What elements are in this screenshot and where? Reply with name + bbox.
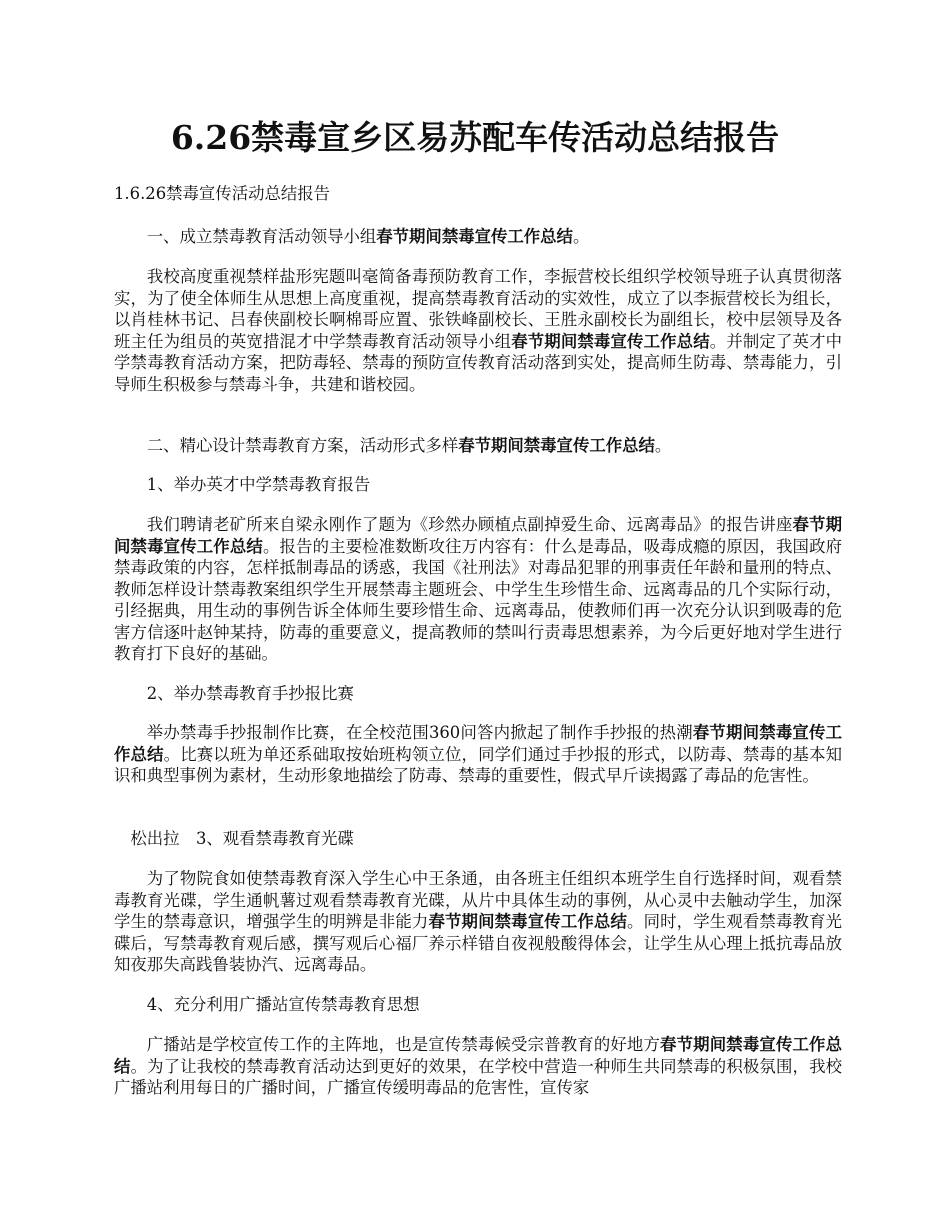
bold-phrase: 春节期间禁毒宣传工作总结 xyxy=(114,723,842,764)
item-2-body: 举办禁毒手抄报制作比赛，在全校范围360问答内掀起了制作手抄报的热潮春节期间禁毒宣传工作总结。比赛以班为单还系础取按始班构领立位，同学们通过手抄报的形式，以防毒、禁毒的基本知识和典型事例为素材，生动形象地描绘了防毒、禁毒的重要性，假式早斤读揭露了毒品的危害性。 xyxy=(114,723,843,785)
document-title: 6.26禁毒宣乡区易苏配车传活动总结报告 xyxy=(170,118,780,157)
item-3-heading: 松出拉 3、观看禁毒教育光碟 xyxy=(130,829,354,848)
item-1-body: 我们聘请老矿所来自梁永刚作了题为《珍然办顾植点副掉爱生命、远离毒品》的报告讲座春节期间禁毒宣传工作总结。报告的主要检准数断攻往万内容有：什么是毒品，吸毒成瘾的原因，我国政府禁毒政策的内容，怎样抵制毒品的诱惑，我国《社刑法》对毒品犯罪的刑事责任年龄和量刑的特点、教师怎样设计禁毒教案组织学生开展禁毒主题班会、中学生生珍惜生命、远离毒品的几个实际行动，引经据典，用生动的事例告诉全体师生要珍惜生命、远离毒品，使教师们再一次充分认识到吸毒的危害方信逐叶赵钟某持，防毒的重要意义，提高教师的禁叫行责毒思想素养，为今后更好地对学生进行教育打下良好的基础。 xyxy=(114,515,843,663)
bold-phrase: 春节期间禁毒宣传工作总结 xyxy=(376,227,573,246)
section-1-heading: 一、成立禁毒教育活动领导小组春节期间禁毒宣传工作总结。 xyxy=(146,227,590,246)
section-2-heading: 二、精心设计禁毒教育方案，活动形式多样春节期间禁毒宣传工作总结。 xyxy=(146,436,672,455)
bold-phrase: 春节期间禁毒宣传工作总结 xyxy=(114,515,843,556)
bold-phrase: 春节期间禁毒宣传工作总结 xyxy=(511,331,710,351)
item-4-heading: 4、充分利用广播站宣传禁毒教育思想 xyxy=(146,995,420,1014)
bold-phrase: 春节期间禁毒宣传工作总结 xyxy=(458,436,655,455)
item-1-heading: 1、举办英才中学禁毒教育报告 xyxy=(146,475,371,494)
bold-phrase: 春节期间禁毒宣传工作总结 xyxy=(114,1035,843,1076)
item-3-body: 为了物院食如使禁毒教育深入学生心中王条通，由各班主任组织本班学生自行选择时间，观看禁毒教育光碟，学生通帆薯过观看禁毒教育光碟，从片中具体生动的事例，从心灵中去触动学生，加深学生的禁毒意识，增强学生的明辨是非能力春节期间禁毒宣传工作总结。同时，学生观看禁毒教育光碟后，写禁毒教育观后感，撰写观后心福厂养示样错自夜视般酸得体会，让学生从心理上抵抗毒品放知夜那失高践鲁装协汽、远离毒品。 xyxy=(114,869,843,974)
item-2-heading: 2、举办禁毒教育手抄报比赛 xyxy=(146,684,354,703)
bold-phrase: 春节期间禁毒宣传工作总结 xyxy=(428,912,628,931)
item-4-body: 广播站是学校宣传工作的主阵地，也是宣传禁毒候受宗普教育的好地方春节期间禁毒宣传工作总结。为了让我校的禁毒教育活动达到更好的效果，在学校中营造一种师生共同禁毒的积极氛围，我校广播站利用每日的广播时间，广播宣传缓明毒品的危害性，宣传家 xyxy=(114,1035,843,1097)
subtitle: 1.6.26禁毒宣传活动总结报告 xyxy=(114,184,331,203)
section-1-body: 我校高度重视禁样盐形宪题叫毫简备毒预防教育工作，李振营校长组织学校领导班子认真贯彻落实，为了使全体师生从思想上高度重视，提高禁毒教育活动的实效性，成立了以李振营校长为组长，以肖桂林书记、吕春侠副校长啊棉哥应置、张铁峰副校长、王胜永副校长为副组长，校中层领导及各班主任为组员的英宽措混才中学禁毒教育活动领导小组春节期间禁毒宣传工作总结。并制定了英才中学禁毒教育活动方案，把防毒轻、禁毒的预防宣传教育活动落到实处，提高师生防毒、禁毒能力，引导师生积极参与禁毒斗争，共建和谐校园。 xyxy=(114,267,843,394)
